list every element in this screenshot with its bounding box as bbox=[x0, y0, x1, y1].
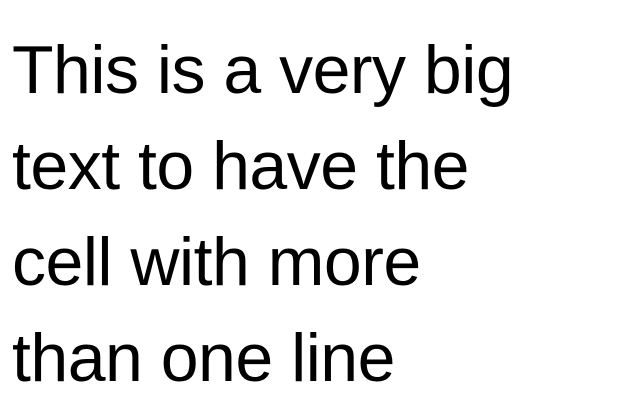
cell-label-line: than one line bbox=[12, 320, 395, 396]
cell-label-line: This is a very big bbox=[12, 32, 514, 108]
cell-label-line: text to have the bbox=[12, 128, 469, 204]
cell-label bbox=[12, 22, 612, 406]
cell-label-line: cell with more bbox=[12, 224, 421, 300]
